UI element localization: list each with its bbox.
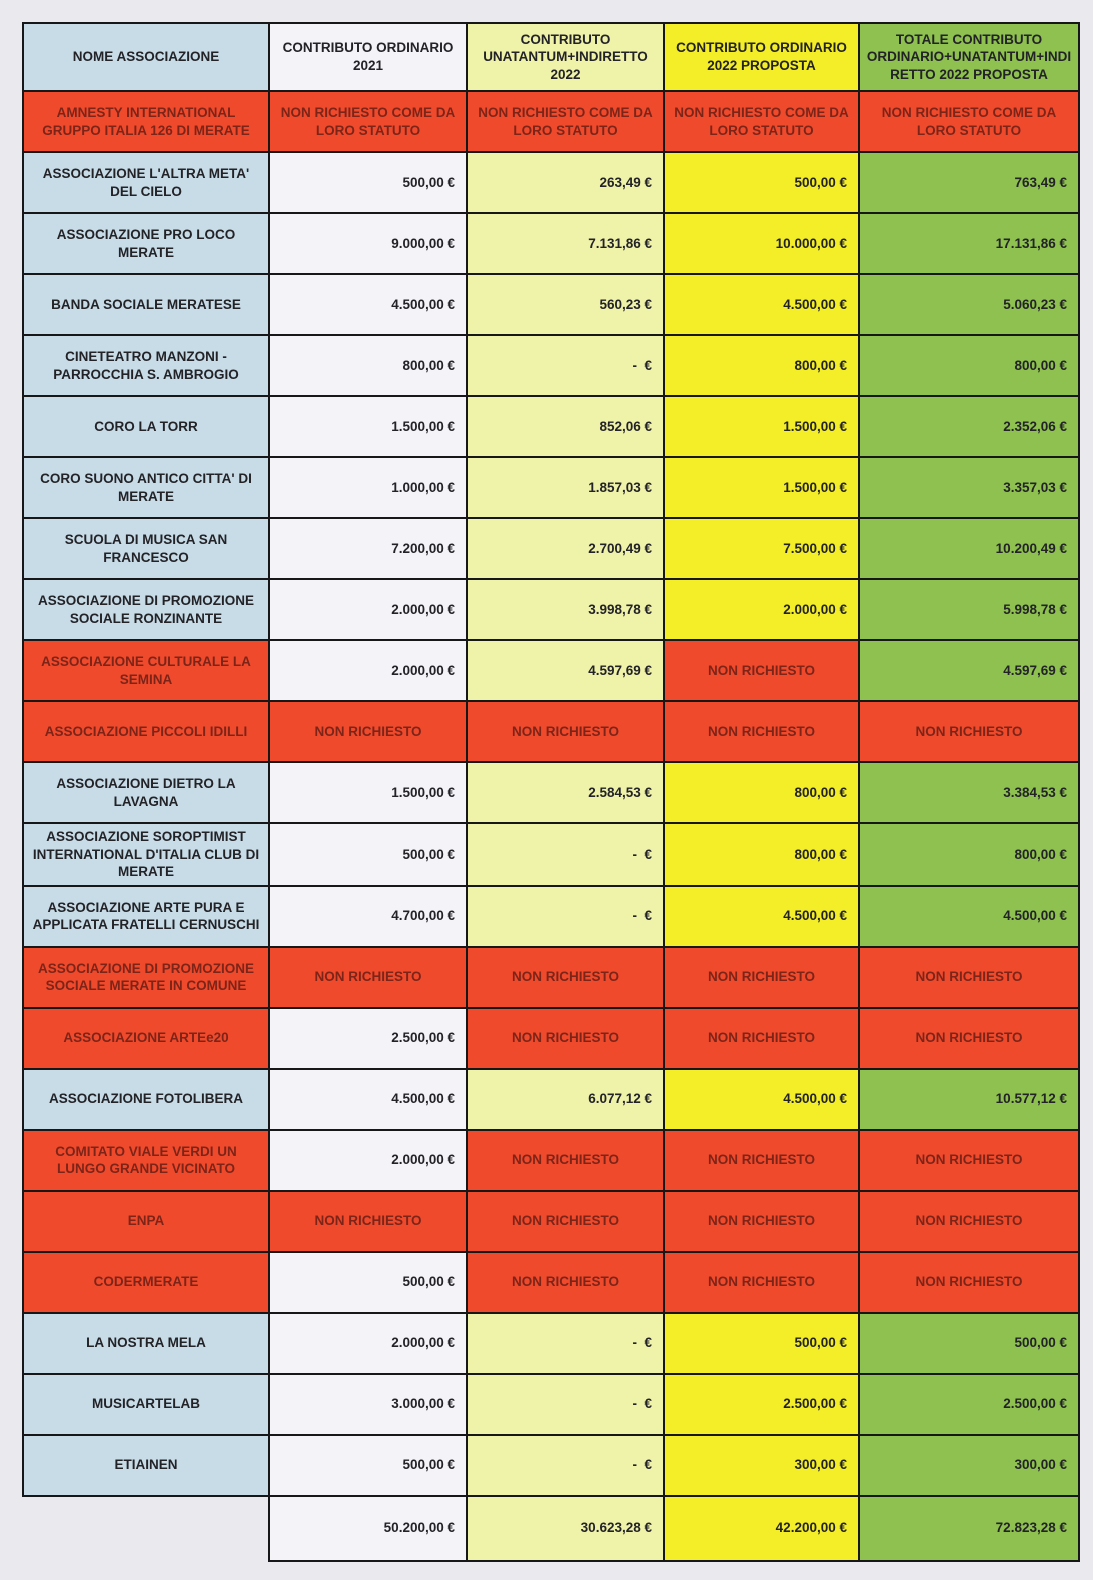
- amount-cell: 3.000,00 €: [269, 1374, 467, 1435]
- non-richiesto-cell: NON RICHIESTO: [269, 1191, 467, 1252]
- table-row: [23, 947, 1079, 1008]
- amount-cell: 2.584,53 €: [467, 762, 664, 823]
- amount-cell: 10.200,49 €: [859, 518, 1079, 579]
- association-name-cell: COMITATO VIALE VERDI UN LUNGO GRANDE VICINATO: [23, 1130, 269, 1191]
- association-name-cell: ASSOCIAZIONE DI PROMOZIONE SOCIALE MERATE IN COMUNE: [23, 947, 269, 1008]
- amount-cell: 4.500,00 €: [664, 1069, 859, 1130]
- amount-cell: 4.500,00 €: [664, 886, 859, 947]
- table-row: [23, 1435, 1079, 1496]
- amount-cell: 4.597,69 €: [859, 640, 1079, 701]
- amount-cell: 2.000,00 €: [269, 579, 467, 640]
- association-name-cell: ASSOCIAZIONE FOTOLIBERA: [23, 1069, 269, 1130]
- amount-cell: 560,23 €: [467, 274, 664, 335]
- amount-cell: 500,00 €: [269, 823, 467, 886]
- amount-cell: 1.500,00 €: [664, 457, 859, 518]
- table-header: [23, 23, 1079, 91]
- total-amount-cell: 42.200,00 €: [664, 1496, 859, 1561]
- amount-cell: 3.357,03 €: [859, 457, 1079, 518]
- amount-cell: 10.577,12 €: [859, 1069, 1079, 1130]
- amount-cell: 6.077,12 €: [467, 1069, 664, 1130]
- amount-cell: 4.700,00 €: [269, 886, 467, 947]
- non-richiesto-cell: NON RICHIESTO: [859, 1130, 1079, 1191]
- amount-cell: - €: [467, 1435, 664, 1496]
- table-row: [23, 1008, 1079, 1069]
- amount-cell: 3.998,78 €: [467, 579, 664, 640]
- amount-cell: 7.500,00 €: [664, 518, 859, 579]
- association-name-cell: ENPA: [23, 1191, 269, 1252]
- amount-cell: 2.700,49 €: [467, 518, 664, 579]
- non-richiesto-cell: NON RICHIESTO: [467, 1130, 664, 1191]
- amount-cell: 2.000,00 €: [269, 1313, 467, 1374]
- amount-cell: 4.500,00 €: [859, 886, 1079, 947]
- amount-cell: 2.500,00 €: [269, 1008, 467, 1069]
- table-row: [23, 335, 1079, 396]
- non-richiesto-cell: NON RICHIESTO: [664, 1008, 859, 1069]
- association-name-cell: ETIAINEN: [23, 1435, 269, 1496]
- total-amount-cell: 50.200,00 €: [269, 1496, 467, 1561]
- amount-cell: 2.000,00 €: [664, 579, 859, 640]
- non-richiesto-cell: NON RICHIESTO: [467, 701, 664, 762]
- table-row: [23, 1130, 1079, 1191]
- non-richiesto-cell: NON RICHIESTO COME DA LORO STATUTO: [269, 91, 467, 152]
- association-name-cell: CORO SUONO ANTICO CITTA' DI MERATE: [23, 457, 269, 518]
- table-row: [23, 213, 1079, 274]
- amount-cell: 500,00 €: [664, 152, 859, 213]
- association-name-cell: ASSOCIAZIONE CULTURALE LA SEMINA: [23, 640, 269, 701]
- total-amount-cell: 72.823,28 €: [859, 1496, 1079, 1561]
- non-richiesto-cell: NON RICHIESTO: [664, 1130, 859, 1191]
- non-richiesto-cell: NON RICHIESTO: [859, 947, 1079, 1008]
- amount-cell: 4.500,00 €: [269, 274, 467, 335]
- column-header-contributo-ordinario-2022-proposta: CONTRIBUTO ORDINARIO 2022 PROPOSTA: [664, 23, 859, 91]
- amount-cell: 800,00 €: [664, 762, 859, 823]
- amount-cell: 800,00 €: [269, 335, 467, 396]
- association-name-cell: MUSICARTELAB: [23, 1374, 269, 1435]
- amount-cell: 500,00 €: [269, 1435, 467, 1496]
- association-name-cell: ASSOCIAZIONE DI PROMOZIONE SOCIALE RONZINANTE: [23, 579, 269, 640]
- non-richiesto-cell: NON RICHIESTO: [467, 947, 664, 1008]
- table-row: [23, 886, 1079, 947]
- column-header-contributo-unatantum-indiretto-2022: CONTRIBUTO UNATANTUM+INDIRETTO 2022: [467, 23, 664, 91]
- table-row: [23, 396, 1079, 457]
- header-row: [23, 23, 1079, 91]
- association-name-cell: LA NOSTRA MELA: [23, 1313, 269, 1374]
- table-row: [23, 823, 1079, 886]
- amount-cell: 7.131,86 €: [467, 213, 664, 274]
- amount-cell: 7.200,00 €: [269, 518, 467, 579]
- column-header-nome-associazione: NOME ASSOCIAZIONE: [23, 23, 269, 91]
- amount-cell: 500,00 €: [664, 1313, 859, 1374]
- amount-cell: 4.597,69 €: [467, 640, 664, 701]
- table-row: [23, 152, 1079, 213]
- non-richiesto-cell: NON RICHIESTO COME DA LORO STATUTO: [467, 91, 664, 152]
- amount-cell: 800,00 €: [859, 335, 1079, 396]
- amount-cell: 17.131,86 €: [859, 213, 1079, 274]
- amount-cell: 763,49 €: [859, 152, 1079, 213]
- association-name-cell: CINETEATRO MANZONI - PARROCCHIA S. AMBROGIO: [23, 335, 269, 396]
- amount-cell: 2.500,00 €: [859, 1374, 1079, 1435]
- amount-cell: - €: [467, 886, 664, 947]
- non-richiesto-cell: NON RICHIESTO: [467, 1008, 664, 1069]
- amount-cell: 300,00 €: [859, 1435, 1079, 1496]
- table-row: [23, 518, 1079, 579]
- amount-cell: 800,00 €: [859, 823, 1079, 886]
- amount-cell: 263,49 €: [467, 152, 664, 213]
- association-name-cell: ASSOCIAZIONE L'ALTRA META' DEL CIELO: [23, 152, 269, 213]
- non-richiesto-cell: NON RICHIESTO: [664, 1191, 859, 1252]
- table-row: [23, 1069, 1079, 1130]
- non-richiesto-cell: NON RICHIESTO: [664, 1252, 859, 1313]
- amount-cell: 10.000,00 €: [664, 213, 859, 274]
- column-header-contributo-ordinario-2021: CONTRIBUTO ORDINARIO 2021: [269, 23, 467, 91]
- association-name-cell: SCUOLA DI MUSICA SAN FRANCESCO: [23, 518, 269, 579]
- association-name-cell: CODERMERATE: [23, 1252, 269, 1313]
- association-name-cell: AMNESTY INTERNATIONAL GRUPPO ITALIA 126 DI MERATE: [23, 91, 269, 152]
- table-row: [23, 457, 1079, 518]
- amount-cell: 4.500,00 €: [269, 1069, 467, 1130]
- non-richiesto-cell: NON RICHIESTO: [859, 1252, 1079, 1313]
- amount-cell: - €: [467, 335, 664, 396]
- non-richiesto-cell: NON RICHIESTO: [859, 1191, 1079, 1252]
- table-row: [23, 701, 1079, 762]
- amount-cell: - €: [467, 1313, 664, 1374]
- amount-cell: 500,00 €: [859, 1313, 1079, 1374]
- amount-cell: 2.352,06 €: [859, 396, 1079, 457]
- total-amount-cell: 30.623,28 €: [467, 1496, 664, 1561]
- association-name-cell: ASSOCIAZIONE PRO LOCO MERATE: [23, 213, 269, 274]
- table-row: [23, 1191, 1079, 1252]
- amount-cell: 9.000,00 €: [269, 213, 467, 274]
- amount-cell: 800,00 €: [664, 335, 859, 396]
- amount-cell: 5.998,78 €: [859, 579, 1079, 640]
- amount-cell: 1.500,00 €: [269, 762, 467, 823]
- non-richiesto-cell: NON RICHIESTO: [269, 947, 467, 1008]
- association-name-cell: CORO LA TORR: [23, 396, 269, 457]
- non-richiesto-cell: NON RICHIESTO: [269, 701, 467, 762]
- amount-cell: 2.500,00 €: [664, 1374, 859, 1435]
- totals-row: [23, 1496, 1079, 1561]
- amount-cell: 1.500,00 €: [664, 396, 859, 457]
- table-row: [23, 762, 1079, 823]
- amount-cell: 2.000,00 €: [269, 1130, 467, 1191]
- contributions-table: [22, 22, 1080, 1562]
- association-name-cell: ASSOCIAZIONE SOROPTIMIST INTERNATIONAL D'ITALIA CLUB DI MERATE: [23, 823, 269, 886]
- association-name-cell: ASSOCIAZIONE ARTEe20: [23, 1008, 269, 1069]
- amount-cell: 1.500,00 €: [269, 396, 467, 457]
- association-name-cell: ASSOCIAZIONE PICCOLI IDILLI: [23, 701, 269, 762]
- amount-cell: 500,00 €: [269, 1252, 467, 1313]
- empty-cell: [23, 1496, 269, 1561]
- amount-cell: - €: [467, 1374, 664, 1435]
- table-row: [23, 579, 1079, 640]
- amount-cell: 300,00 €: [664, 1435, 859, 1496]
- amount-cell: 2.000,00 €: [269, 640, 467, 701]
- table-row: [23, 91, 1079, 152]
- association-name-cell: ASSOCIAZIONE DIETRO LA LAVAGNA: [23, 762, 269, 823]
- amount-cell: 1.000,00 €: [269, 457, 467, 518]
- table-row: [23, 1374, 1079, 1435]
- association-name-cell: BANDA SOCIALE MERATESE: [23, 274, 269, 335]
- non-richiesto-cell: NON RICHIESTO COME DA LORO STATUTO: [664, 91, 859, 152]
- non-richiesto-cell: NON RICHIESTO: [664, 701, 859, 762]
- amount-cell: 5.060,23 €: [859, 274, 1079, 335]
- amount-cell: 4.500,00 €: [664, 274, 859, 335]
- amount-cell: 852,06 €: [467, 396, 664, 457]
- table-body: [23, 91, 1079, 1561]
- non-richiesto-cell: NON RICHIESTO: [859, 1008, 1079, 1069]
- column-header-totale-contributo-2022-proposta: TOTALE CONTRIBUTO ORDINARIO+UNATANTUM+INDIRETTO 2022 PROPOSTA: [859, 23, 1079, 91]
- table-row: [23, 640, 1079, 701]
- non-richiesto-cell: NON RICHIESTO: [467, 1252, 664, 1313]
- non-richiesto-cell: NON RICHIESTO: [664, 947, 859, 1008]
- amount-cell: 1.857,03 €: [467, 457, 664, 518]
- non-richiesto-cell: NON RICHIESTO: [467, 1191, 664, 1252]
- amount-cell: 3.384,53 €: [859, 762, 1079, 823]
- table-row: [23, 1313, 1079, 1374]
- table-row: [23, 274, 1079, 335]
- non-richiesto-cell: NON RICHIESTO: [859, 701, 1079, 762]
- association-name-cell: ASSOCIAZIONE ARTE PURA E APPLICATA FRATELLI CERNUSCHI: [23, 886, 269, 947]
- amount-cell: 800,00 €: [664, 823, 859, 886]
- non-richiesto-cell: NON RICHIESTO: [664, 640, 859, 701]
- non-richiesto-cell: NON RICHIESTO COME DA LORO STATUTO: [859, 91, 1079, 152]
- amount-cell: - €: [467, 823, 664, 886]
- table-row: [23, 1252, 1079, 1313]
- amount-cell: 500,00 €: [269, 152, 467, 213]
